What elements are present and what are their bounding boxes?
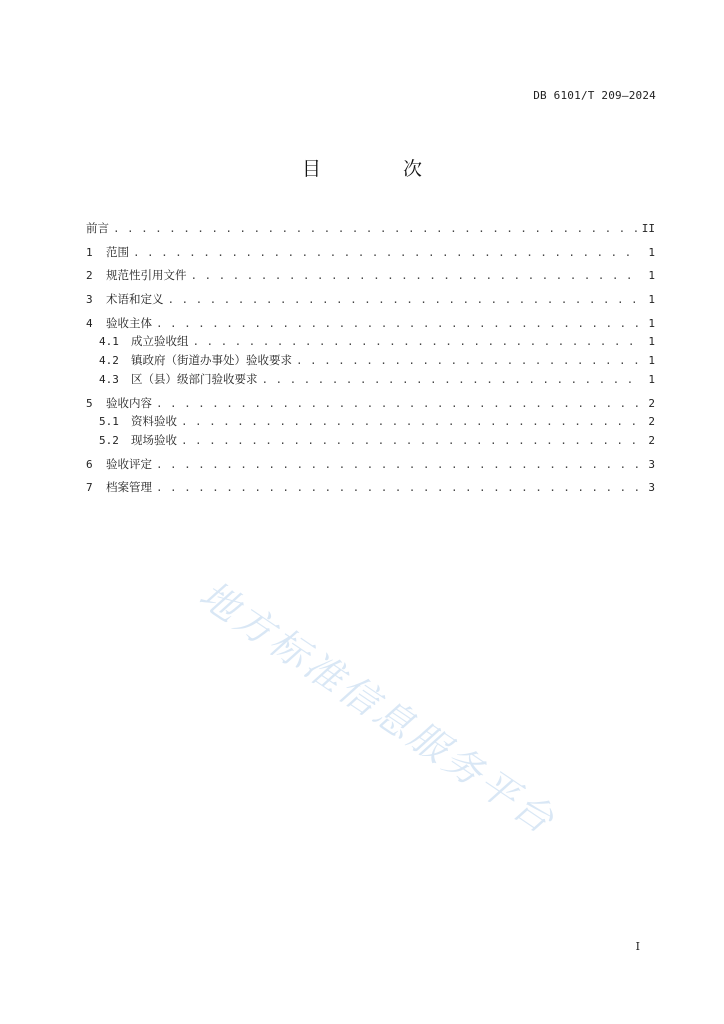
toc-entry[interactable]: [86, 290, 655, 309]
toc-entry-page: 2: [648, 415, 655, 429]
toc-entry-title: 资料验收: [131, 414, 177, 429]
toc-entry-page: 1: [648, 316, 655, 330]
toc-entry[interactable]: [86, 370, 655, 389]
toc-entry-page: 1: [648, 354, 655, 368]
toc-entry-title: 规范性引用文件: [106, 268, 187, 283]
toc-entry[interactable]: [86, 412, 655, 431]
toc-entry[interactable]: [86, 332, 655, 351]
toc-entry-title: 成立验收组: [131, 334, 189, 349]
toc-leader-dots: [262, 371, 642, 390]
page-number: I: [635, 940, 640, 953]
toc-entry-page: 1: [648, 335, 655, 349]
toc-entry-number: 4.2: [99, 354, 119, 368]
toc-leader-dots: [156, 479, 641, 498]
toc-entry-page: 2: [648, 396, 655, 410]
toc-entry[interactable]: [86, 478, 655, 497]
toc-entry-title: 术语和定义: [106, 292, 164, 307]
toc-leader-dots: [181, 432, 641, 451]
toc-leader-dots: [191, 267, 642, 286]
toc-entry-number: 7: [86, 481, 93, 495]
toc-entry-number: 4.1: [99, 335, 119, 349]
toc-entry-number: 1: [86, 245, 93, 259]
toc-leader-dots: [156, 315, 641, 334]
toc-leader-dots: [156, 456, 641, 475]
toc-entry[interactable]: [86, 431, 655, 450]
page-title: 目 次: [301, 158, 461, 180]
toc-entry-title: 范围: [106, 244, 129, 259]
toc-entry-title: 区（县）级部门验收要求: [131, 371, 258, 386]
toc-entry-title: 验收内容: [106, 395, 152, 410]
toc-entry-number: 5.1: [99, 415, 119, 429]
toc-entry-number: 5.2: [99, 433, 119, 447]
toc-entry-title: 前言: [86, 221, 109, 235]
toc-leader-dots: [181, 413, 641, 432]
toc-entry[interactable]: [86, 351, 655, 370]
toc-entry[interactable]: [86, 219, 655, 238]
toc-leader-dots: [156, 395, 641, 414]
toc-entry-number: 2: [86, 269, 93, 283]
toc-entry[interactable]: [86, 243, 655, 262]
toc-entry-number: 4: [86, 316, 93, 330]
toc-entry-page: 1: [648, 269, 655, 283]
toc-entry-page: 1: [648, 372, 655, 386]
toc-entry-page: 1: [648, 293, 655, 307]
toc-entry-number: 4.3: [99, 372, 119, 386]
watermark: 地方标准信息服务平台: [191, 572, 565, 844]
toc-entry-number: 6: [86, 457, 93, 471]
toc-entry-title: 验收评定: [106, 456, 152, 471]
toc-entry-title: 验收主体: [106, 315, 152, 330]
toc-entry[interactable]: [86, 455, 655, 474]
document-code: DB 6101/T 209—2024: [533, 89, 656, 102]
toc-entry-title: 镇政府（街道办事处）验收要求: [131, 353, 292, 368]
toc-entry-title: 档案管理: [106, 480, 152, 495]
toc-entry-number: 3: [86, 293, 93, 307]
toc-entry-page: 3: [648, 457, 655, 471]
toc-leader-dots: [113, 220, 638, 239]
toc-entry-page: 2: [648, 433, 655, 447]
toc-entry[interactable]: [86, 314, 655, 333]
toc-leader-dots: [193, 333, 642, 352]
toc-leader-dots: [296, 352, 641, 371]
table-of-contents: [86, 219, 655, 497]
toc-entry-title: 现场验收: [131, 432, 177, 447]
toc-leader-dots: [168, 291, 642, 310]
toc-entry[interactable]: [86, 394, 655, 413]
toc-entry-number: 5: [86, 396, 93, 410]
toc-entry[interactable]: [86, 266, 655, 285]
toc-leader-dots: [133, 244, 641, 263]
toc-entry-page: II: [641, 222, 655, 235]
toc-entry-page: 3: [648, 481, 655, 495]
toc-entry-page: 1: [648, 245, 655, 259]
